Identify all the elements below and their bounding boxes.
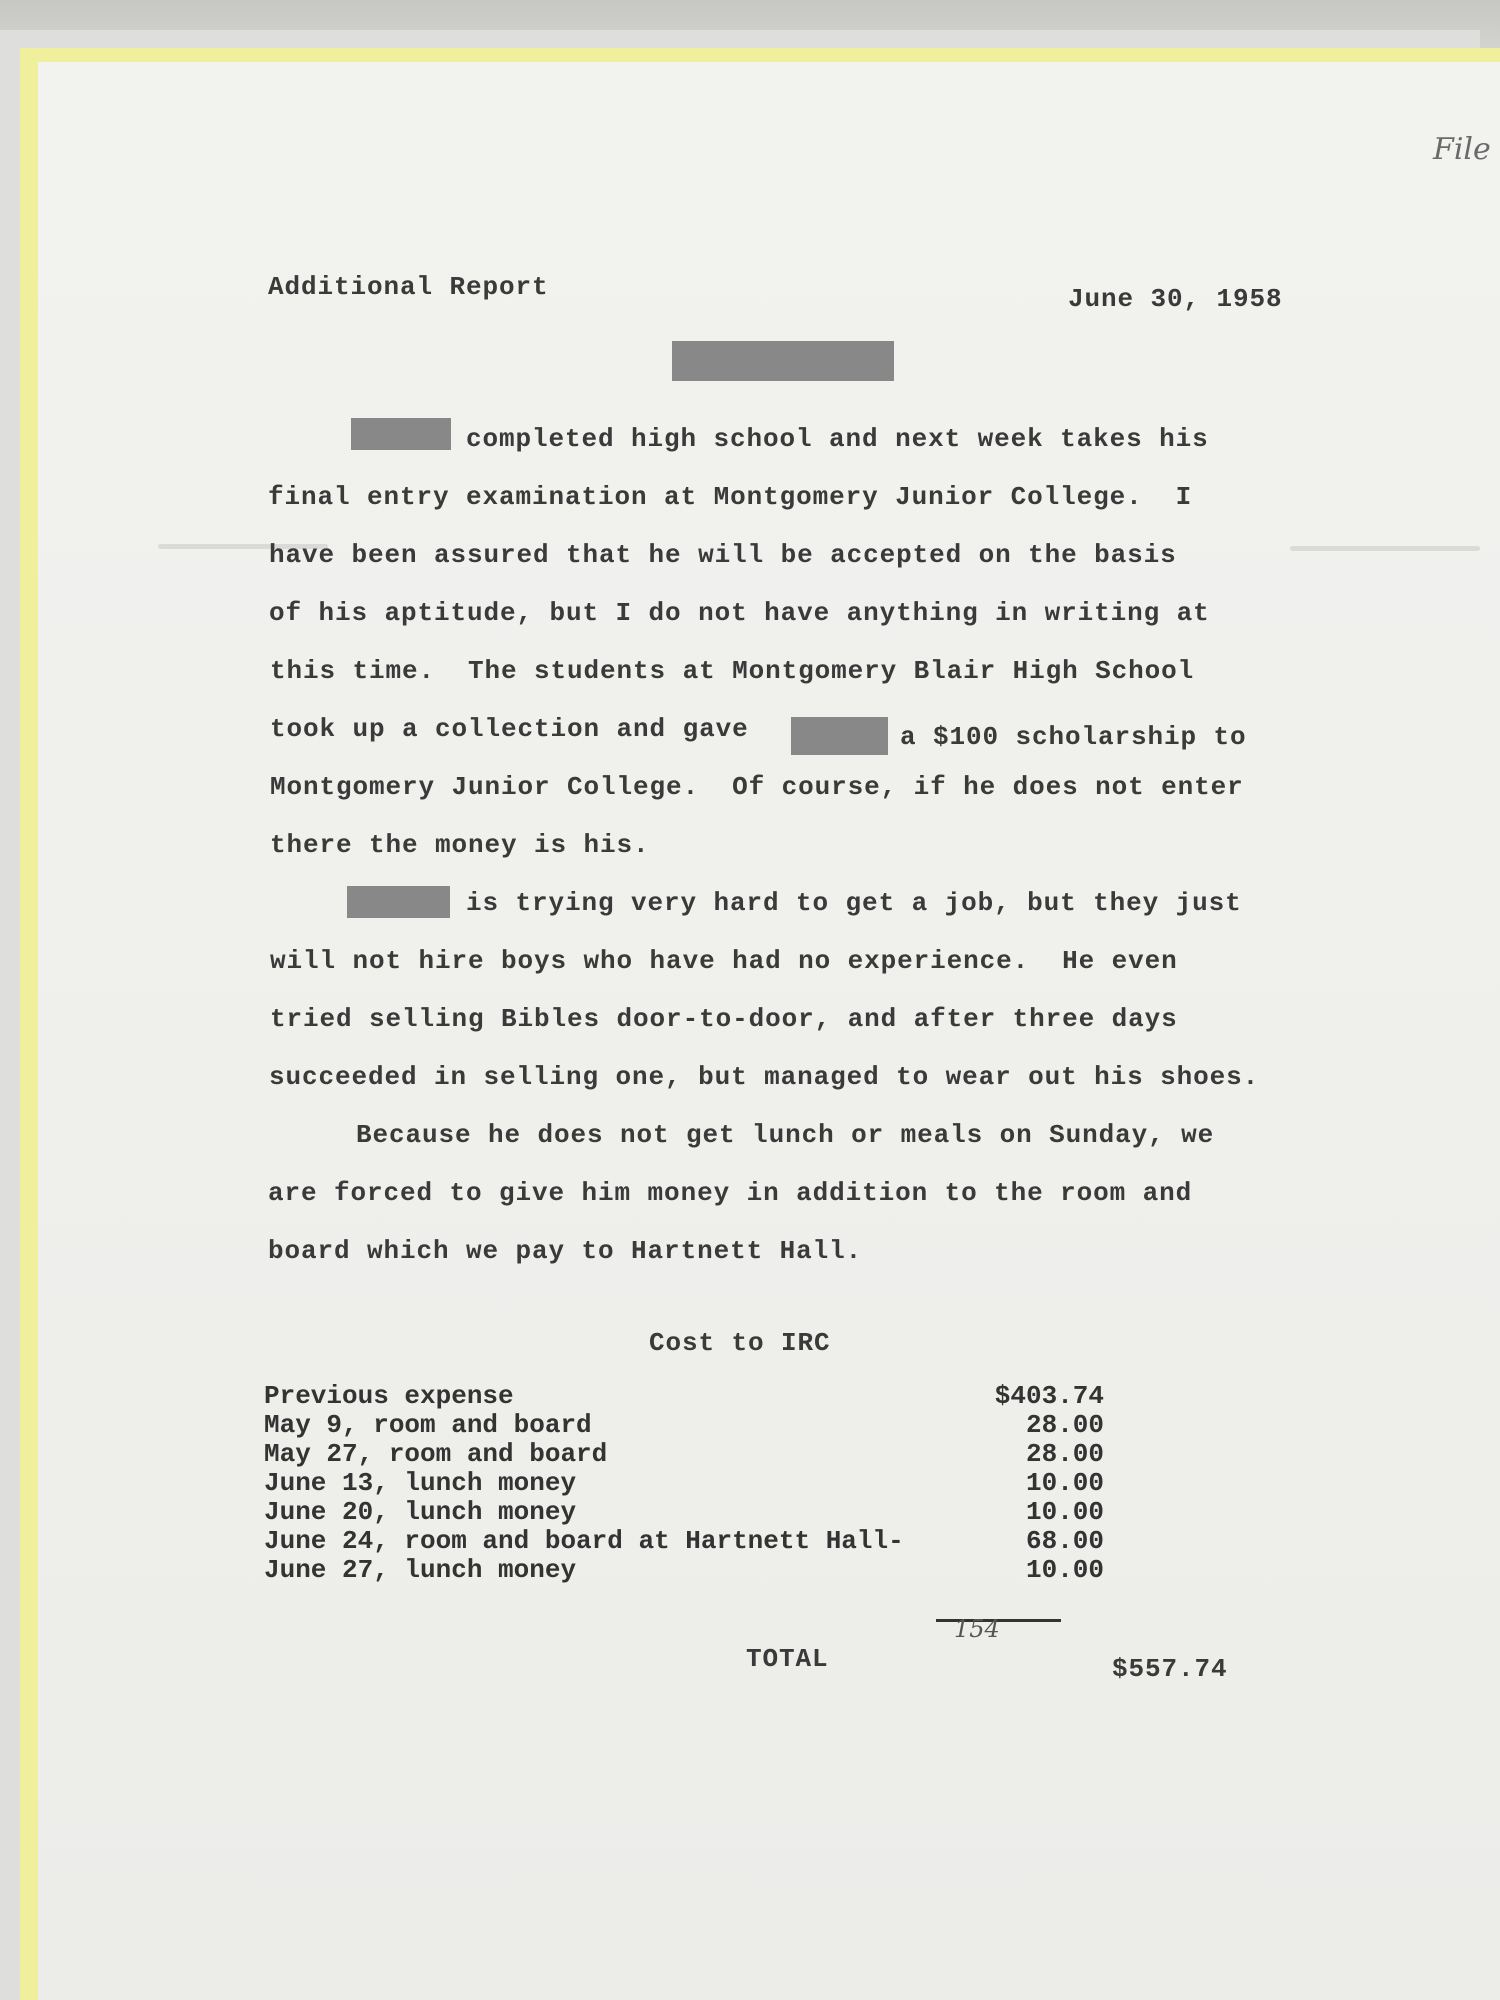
cost-row: [264, 1498, 1104, 1526]
report-date: June 30, 1958: [1068, 284, 1283, 314]
paragraph-line: is trying very hard to get a job, but they just: [466, 888, 1242, 918]
paragraph-line: took up a collection and gave: [270, 714, 749, 744]
cost-row: [264, 1556, 1104, 1584]
cost-row: [264, 1382, 1104, 1410]
pencil-tally: 154: [954, 1615, 1000, 1643]
total-label: TOTAL: [746, 1644, 829, 1674]
redacted-name-block: [672, 341, 894, 381]
paragraph-line: succeeded in selling one, but managed to wear out his shoes.: [269, 1062, 1260, 1092]
cost-row-amount: $403.74: [994, 1381, 1104, 1411]
cost-row-label: June 13, lunch money: [264, 1468, 577, 1498]
paragraph-line: there the money is his.: [270, 830, 650, 860]
paragraph-line: Because he does not get lunch or meals on Sunday, we: [356, 1120, 1215, 1150]
paragraph-line: will not hire boys who have had no experience. He even: [270, 946, 1178, 976]
handwritten-file-note: File: [1433, 132, 1491, 167]
cost-row-label: May 9, room and board: [264, 1410, 592, 1440]
typed-report-page: [38, 62, 1500, 2000]
cost-table-title: Cost to IRC: [649, 1328, 831, 1358]
cost-row-label: June 20, lunch money: [264, 1497, 577, 1527]
paper-crease: [1290, 546, 1480, 551]
paragraph-line: completed high school and next week takes his: [466, 424, 1209, 454]
paragraph-line: a $100 scholarship to: [900, 722, 1247, 752]
cost-row: [264, 1411, 1104, 1439]
cost-row-label: June 27, lunch money: [264, 1555, 577, 1585]
paragraph-line: board which we pay to Hartnett Hall.: [268, 1236, 863, 1266]
redacted-name: [791, 717, 888, 755]
cost-row-amount: 10.00: [1025, 1555, 1104, 1585]
paragraph-line: of his aptitude, but I do not have anything in writing at: [269, 598, 1210, 628]
cost-row-label: Previous expense: [264, 1381, 514, 1411]
cost-row: [264, 1469, 1104, 1497]
total-amount: $557.74: [1112, 1654, 1228, 1684]
paragraph-line: this time. The students at Montgomery Blair High School: [270, 656, 1195, 686]
cost-row-amount: 10.00: [1025, 1468, 1104, 1498]
cost-row-label: May 27, room and board: [264, 1439, 608, 1469]
paragraph-line: have been assured that he will be accepted on the basis: [269, 540, 1177, 570]
redacted-name: [347, 886, 450, 918]
paragraph-line: final entry examination at Montgomery Junior College. I: [268, 482, 1193, 512]
cost-row-amount: 68.00: [1025, 1526, 1104, 1556]
paragraph-line: Montgomery Junior College. Of course, if he does not enter: [270, 772, 1244, 802]
paragraph-line: are forced to give him money in addition to the room and: [268, 1178, 1193, 1208]
paragraph-line: tried selling Bibles door-to-door, and after three days: [270, 1004, 1178, 1034]
cost-row-amount: 28.00: [1025, 1439, 1104, 1469]
cost-row: [264, 1527, 1104, 1555]
cost-row: [264, 1440, 1104, 1468]
cost-row-amount: 10.00: [1025, 1497, 1104, 1527]
report-heading: Additional Report: [268, 272, 549, 302]
cost-row-amount: 28.00: [1025, 1410, 1104, 1440]
redacted-name: [351, 418, 451, 450]
cost-row-label: June 24, room and board at Hartnett Hall-: [264, 1526, 904, 1556]
